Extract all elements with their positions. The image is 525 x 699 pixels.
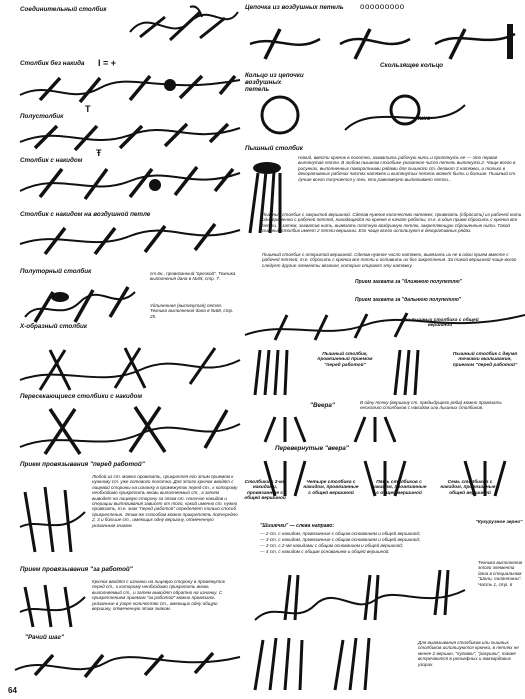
front-post-text: Любой из ст. можно провязать, прикрепляя его этим приемом к нужному ст. уже готового полотна. Для этого крючок вводят с лицевой стороны на изнанку в промежуток перед ст., к которому необходимо прикрепить вновь выполняемый ст., а затем выводят на лицевую сторону за этим ст. Наличие накидов и операции вытягивания зависят от того, какой именно ст. нужно провязать, т.е. знак "перед работой" определяет только способ прикрепления. Этим же способом можно прикреплять поочередно 2, 3 и больше ст., имеющих одну вершину, отмеченную указанным знаком. — [92, 474, 238, 528]
heading-chain: Цепочка из воздушных петель — [245, 4, 344, 11]
right-column — [240, 0, 525, 699]
heading-chain-ring: Кольцо из цепочки воздушных петель — [245, 72, 304, 93]
puff-two-points-label: Пышный столбик с двумя точками вкалывания, приемом "перед работой" — [452, 352, 518, 368]
sc-symbol: I = + — [98, 58, 117, 68]
crab-stitch-illustration — [15, 645, 240, 685]
heading-dc-on-chain: Столбик с накидом на воздушной петле — [20, 211, 151, 218]
single-crochet-illustration — [20, 70, 240, 110]
half-round-note-2: Удлиненная (вытянутая) петля. Техника выполнения дана в №68, стр. 25. — [150, 303, 234, 319]
heading-half-round-stitch: Полуторный столбик — [20, 268, 92, 275]
left-column — [0, 0, 240, 699]
heading-puff-stitch: Пышный столбик — [245, 145, 303, 152]
back-post-illustration — [20, 577, 90, 632]
back-post-text: Крючок вводят с изнанки на лицевую сторону в промежуток перед ст., к которому необходимо прикрепить вновь выполняемый ст., и затем выводят обратно на изнанку. С прикреплением приемом "за работой" можно провязать указанные в узоре количество ст., имеющих одну общую вершину, отмеченную этим знаком. — [92, 579, 225, 612]
heading-inverted-fans: Перевернутые "веера" — [275, 445, 349, 452]
x-stitch-illustration — [20, 340, 240, 395]
cluster-4-label: Четыре столбика с накидом, провязанные с общей вершиной — [303, 480, 359, 496]
puff-closed-text: Пышный столбик с закрытой вершиной. Сделав нужное количество натяжек, провязать (сбросить) из рабочей нити одновременно с рабочей петлей, находящейся на крючке в начале работы, т.е. в один прием сбросить с крючка все петли, а затем, захватив нить, вывязать плотную воздушную петлю, закрепляющую сброшенные нити. Такой пышный столбик имеет 2 петли-вершины. Его чаще всего используют в декоративных рядах. — [262, 212, 522, 234]
heading-single-crochet: Столбик без накида — [20, 60, 85, 67]
bottom-note: Для вывязывания столбиков или пышных столбиков используются крючки, в петлях не менее 2 вершин, "пуговки", "ракушки", также встречаются в рельефных и жаккардовых узорах. — [418, 640, 519, 667]
heading-crossed-stitches: Пересекающиеся столбики с накидом — [20, 393, 143, 400]
heading-front-post: Прием провязывания "перед работой" — [20, 461, 145, 468]
crossed-stitches-illustration — [20, 402, 240, 457]
half-round-note-1: ст.6н., провязанный "врезкой". Техника выполнения дана в №65, стр. 7. — [150, 271, 236, 282]
front-post-illustration — [20, 472, 90, 567]
popcorn-label: "Кукурузное зерно" — [475, 520, 523, 525]
dc-symbol: Ŧ — [96, 148, 102, 158]
cluster-7-label: Семь столбиков с накидом, провязанные с общей вершиной — [440, 480, 500, 496]
half-round-illustration — [20, 277, 140, 327]
cluster-2-label: Столбики с 2-мя накидами, провязанные с общей вершиной — [244, 480, 286, 502]
half-double-crochet-illustration — [20, 120, 240, 155]
heading-slip-stitch: Соединительный столбик — [20, 6, 107, 13]
heading-fans: "Веера" — [310, 402, 335, 409]
chain-illustration — [245, 14, 520, 69]
bobbles-item-2: — 3 ст. с накидом, провязанные с общим основанием и общей вершиной; — [260, 537, 421, 542]
fans-illustration — [245, 412, 525, 447]
page-number: 64 — [8, 686, 17, 695]
double-crochet-illustration — [20, 163, 240, 203]
puff-front-label: Пышный столбик, провязанный приемом "перед работой" — [317, 352, 373, 368]
dc-on-chain-illustration — [20, 220, 240, 260]
technique-note: Техника выполнения этого элемента дана в специальном "Шали, палантины". Часть 1, стр. 6 — [478, 560, 523, 587]
puff-variants-illustration — [245, 340, 525, 400]
fans-text: В одну точку (вершину ст. предыдущего ряда) можно провязать несколько столбиков с накидом или пышных столбиков. — [360, 400, 502, 411]
cluster-5-label: Пять столбиков с накидом, провязанные с общей вершиной — [371, 480, 427, 496]
heading-three-puffs: Три пышных столбика с общей вершиной — [401, 318, 479, 329]
heading-near-loop: Прием захвата за "ближнюю полупетлю" — [355, 279, 463, 285]
bobbles-item-4: — 4 ст. с накидом с общим основанием и общей вершиной. — [260, 549, 390, 554]
ring-illustration — [245, 90, 520, 140]
bobbles-illustration — [245, 560, 475, 630]
bottom-illustration — [245, 630, 415, 695]
heading-bobbles: "Шишечки" — слева направо: — [260, 523, 335, 529]
heading-picot: Пико — [415, 115, 431, 122]
heading-far-loop: Прием захвата за "дальнюю полупетлю" — [355, 297, 462, 303]
heading-slip-ring: Скользящее кольцо — [380, 62, 444, 69]
chain-symbol: ooooooooo — [360, 2, 405, 11]
heading-crab-stitch: "Рачий шаг" — [25, 634, 65, 641]
puff-text: Накид, ввести крючок в полотно, захватить рабочую нить и протянуть ее — это первая вытянутая петля. В любом пышном столбике указанное число петель вытянуто 2. Чаще всего в рисунках, выполненных поворотными рядами для пышного ст. делают 3 натяжки, и только в декоративных рабочих частях натяжек и вытянутых петель может быть и больше. Пышный ст. лучше всего получается у тех, кто равномерно вытягивает петли... — [298, 155, 517, 182]
hdc-symbol: T — [85, 104, 91, 114]
puff-open-text: Пышный столбик с открытой вершиной. Сделав нужное число натяжек, вывязать их не в один прием вместе с рабочей петлей, т.е. сбросить с крючка все петли и оставить их без закрепления. За такой вершиной чаще всего следует другие элементы вязания, которые опирают эту натяжку. — [262, 252, 517, 268]
heading-double-crochet: Столбик с накидом — [20, 157, 83, 164]
heading-back-post: Прием провязывания "за работой" — [20, 566, 133, 573]
bobbles-item-1: — 2 ст. с накидом, провязанные с общим основанием и общей вершиной; — [260, 531, 421, 536]
bobbles-item-3: — 3 ст. с 2-мя накидами с общим основанием и общей вершиной; — [260, 543, 404, 548]
heading-half-double-crochet: Полустолбик — [20, 113, 64, 120]
heading-x-stitch: Х-образный столбик — [20, 323, 88, 330]
slip-stitch-illustration — [130, 2, 240, 47]
